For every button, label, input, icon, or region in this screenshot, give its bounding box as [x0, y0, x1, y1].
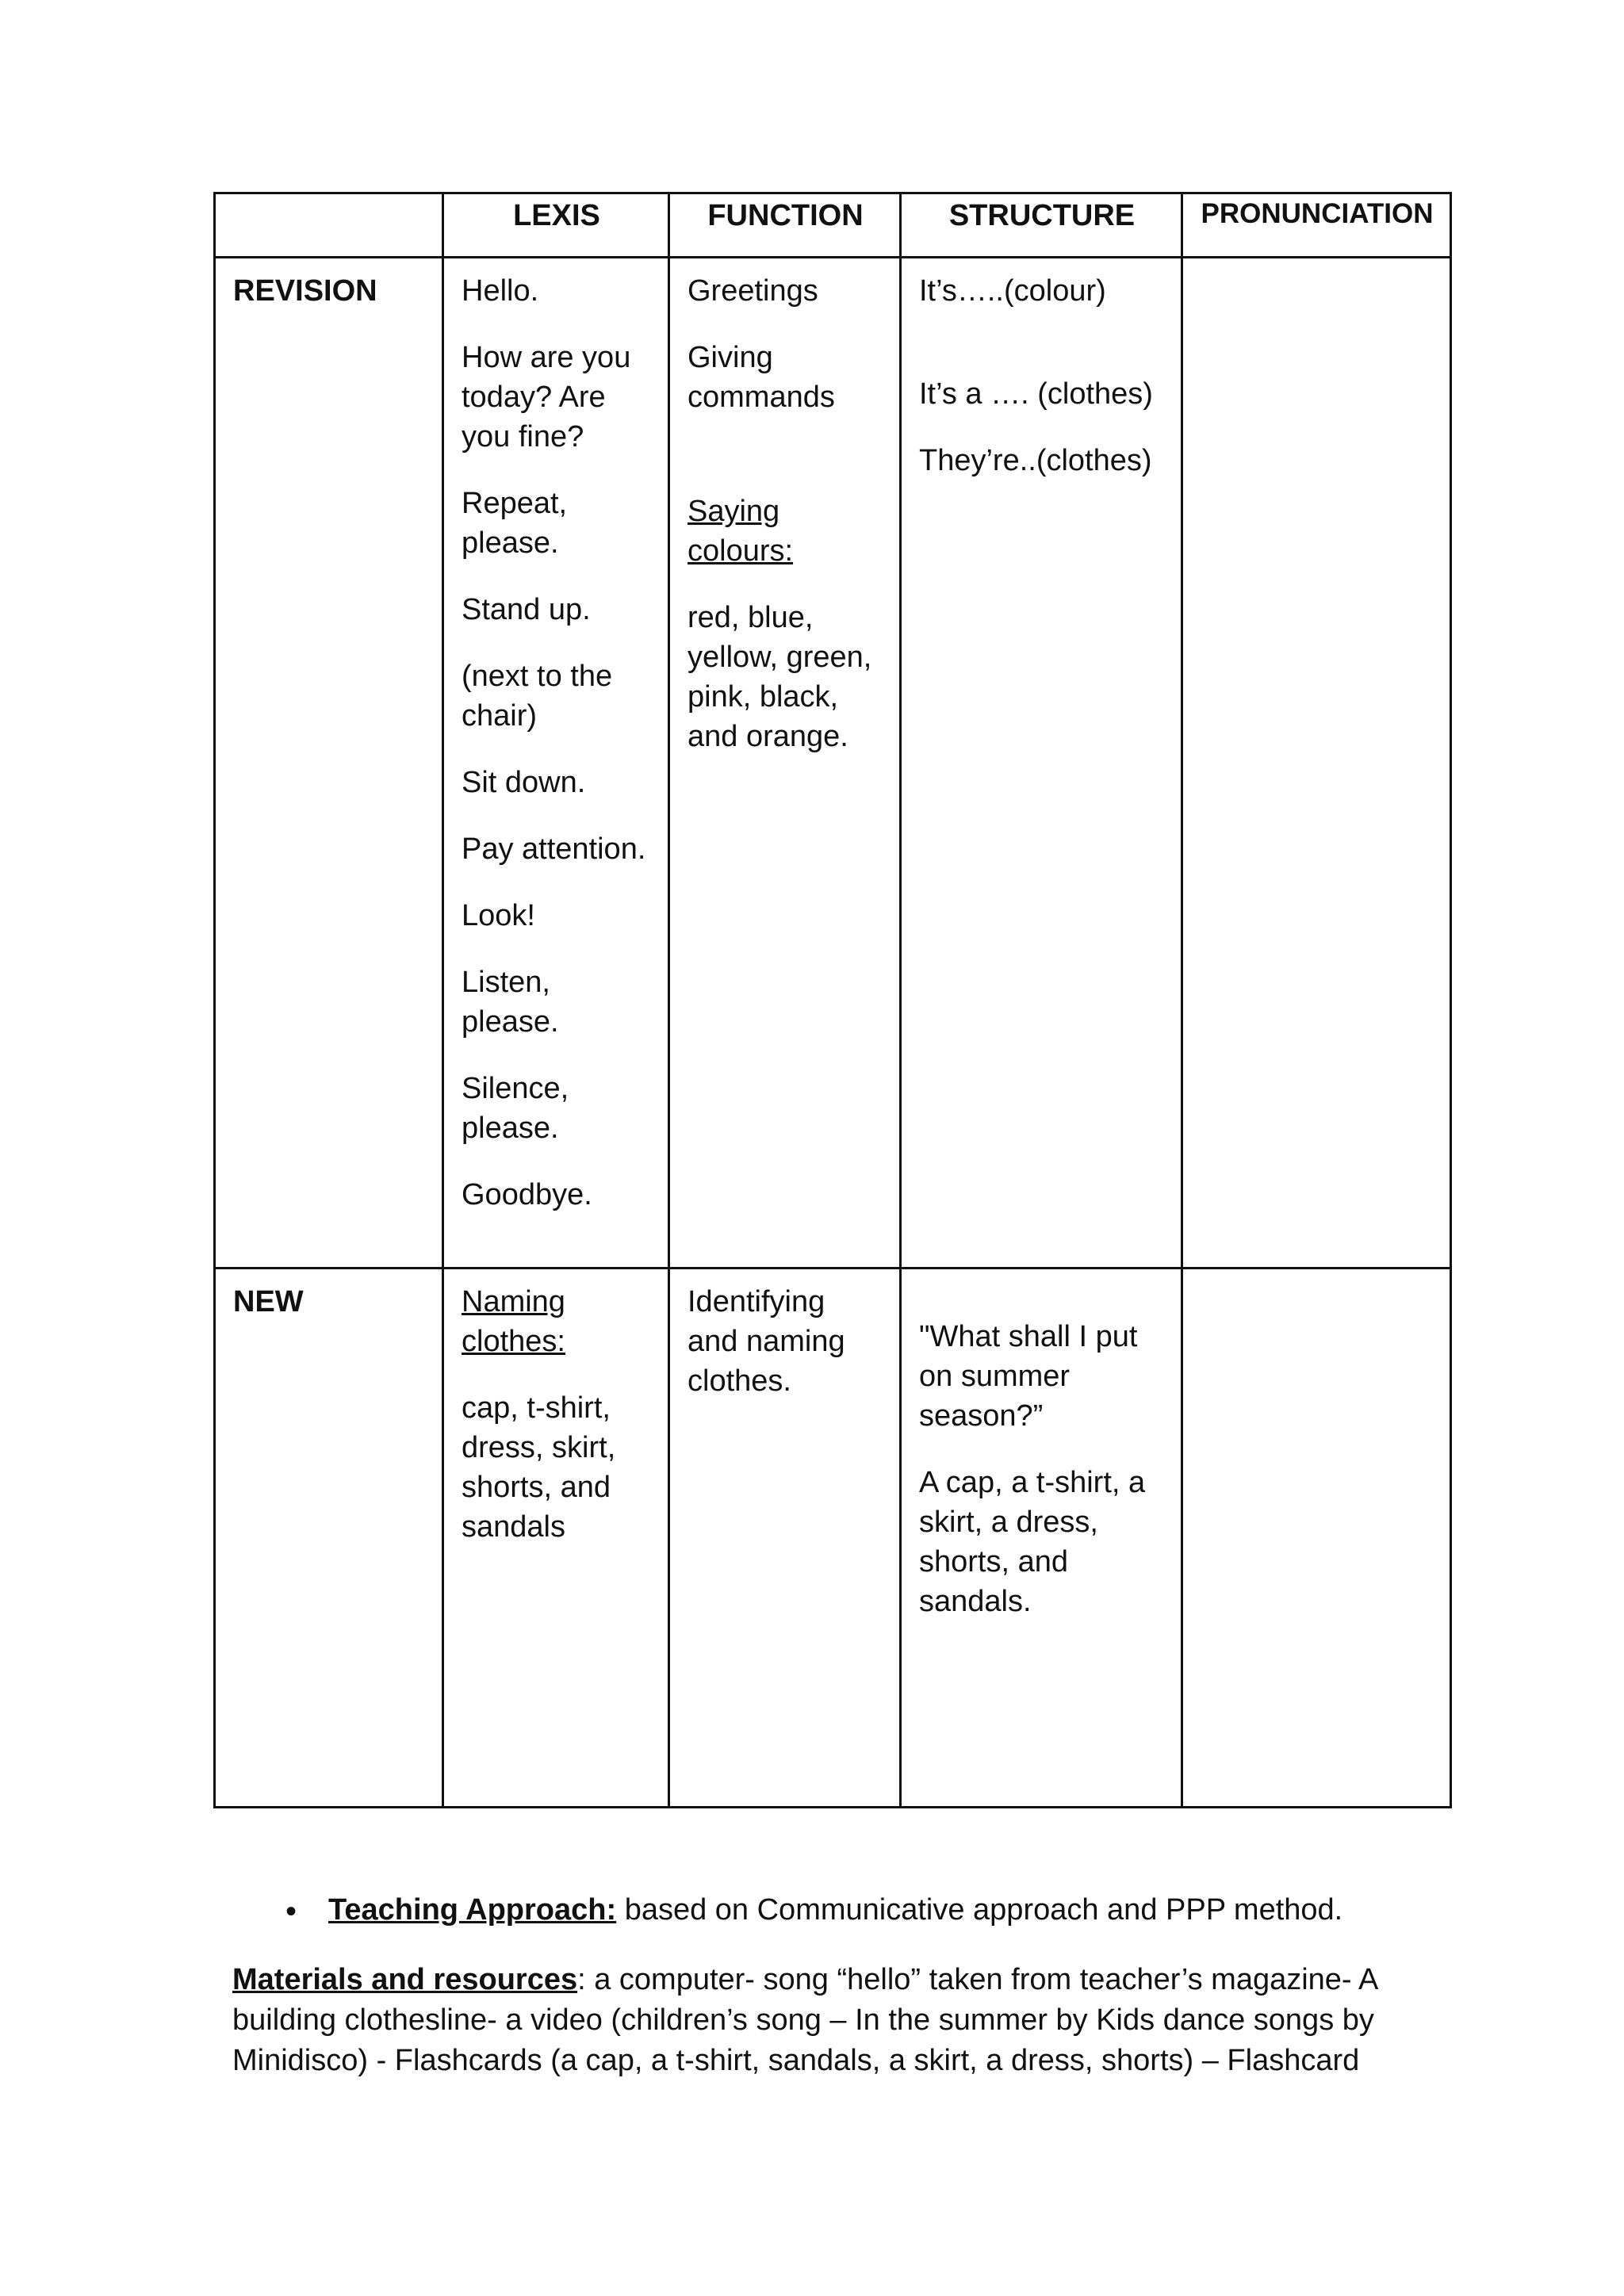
lexis-item: Goodbye. — [462, 1178, 592, 1211]
lexis-item: Pay attention. — [462, 832, 646, 866]
materials-text: : a computer- song “hello” taken from teacher’s magazine- A building clothesline- a video (children’s song – In the summer by Kids dance songs by Minidisco) - Flashcards (a cap, a t-shirt, sandals, a skirt, a dress, shorts) – Flashcard — [232, 1963, 1377, 2077]
header-row — [215, 193, 1451, 258]
lexis-heading: Naming clothes: — [462, 1285, 565, 1358]
revision-pronunciation-cell — [1182, 258, 1451, 1269]
new-row — [215, 1269, 1451, 1808]
lexis-items: cap, t-shirt, dress, skirt, shorts, and sandals — [462, 1391, 616, 1544]
function-giving-commands: Giving commands — [688, 341, 835, 414]
lexis-item: Stand up. — [462, 593, 591, 626]
new-lexis-cell — [443, 1269, 669, 1808]
structure-item: It’s…..(colour) — [919, 274, 1106, 308]
structure-item: A cap, a t-shirt, a skirt, a dress, shorts, and sandals. — [919, 1466, 1146, 1618]
materials-label: Materials and resources — [232, 1963, 578, 1996]
lexis-item: Hello. — [462, 274, 539, 308]
revision-label: REVISION — [215, 258, 443, 1269]
lesson-plan-table — [213, 192, 1452, 1808]
function-greetings: Greetings — [688, 274, 818, 308]
structure-item: "What shall I put on summer season?” — [919, 1320, 1138, 1433]
new-label: NEW — [215, 1269, 443, 1808]
new-function-cell — [669, 1269, 901, 1808]
structure-item: It’s a …. (clothes) — [919, 377, 1153, 411]
lexis-item: Sit down. — [462, 766, 586, 799]
bullet-dot-icon: • — [285, 1894, 297, 1929]
lexis-item: Listen, please. — [462, 966, 559, 1039]
revision-function-cell — [669, 258, 901, 1269]
new-structure-cell — [901, 1269, 1182, 1808]
lexis-item: Look! — [462, 899, 535, 932]
function-colours-list: red, blue, yellow, green, pink, black, and orange. — [688, 601, 872, 753]
revision-structure-cell — [901, 258, 1182, 1269]
materials-paragraph — [232, 1960, 1422, 2081]
teaching-approach — [328, 1890, 1342, 1930]
header-structure: STRUCTURE — [901, 193, 1182, 258]
teaching-approach-label: Teaching Approach: — [328, 1893, 617, 1927]
lexis-item: How are you today? Are you fine? — [462, 341, 631, 453]
revision-lexis-cell — [443, 258, 669, 1269]
function-saying-colours: Saying colours: — [688, 495, 794, 568]
function-text: Identifying and naming clothes. — [688, 1285, 845, 1398]
teaching-approach-text: based on Communicative approach and PPP method. — [616, 1893, 1343, 1927]
lexis-item: Silence, please. — [462, 1072, 569, 1145]
header-empty — [215, 193, 443, 258]
lexis-item: Repeat, please. — [462, 487, 568, 560]
lexis-item: (next to the chair) — [462, 660, 613, 733]
header-lexis: LEXIS — [443, 193, 669, 258]
revision-row — [215, 258, 1451, 1269]
header-function: FUNCTION — [669, 193, 901, 258]
new-pronunciation-cell — [1182, 1269, 1451, 1808]
header-pronunciation: PRONUNCIATION — [1182, 193, 1451, 258]
structure-item: They’re..(clothes) — [919, 444, 1152, 477]
